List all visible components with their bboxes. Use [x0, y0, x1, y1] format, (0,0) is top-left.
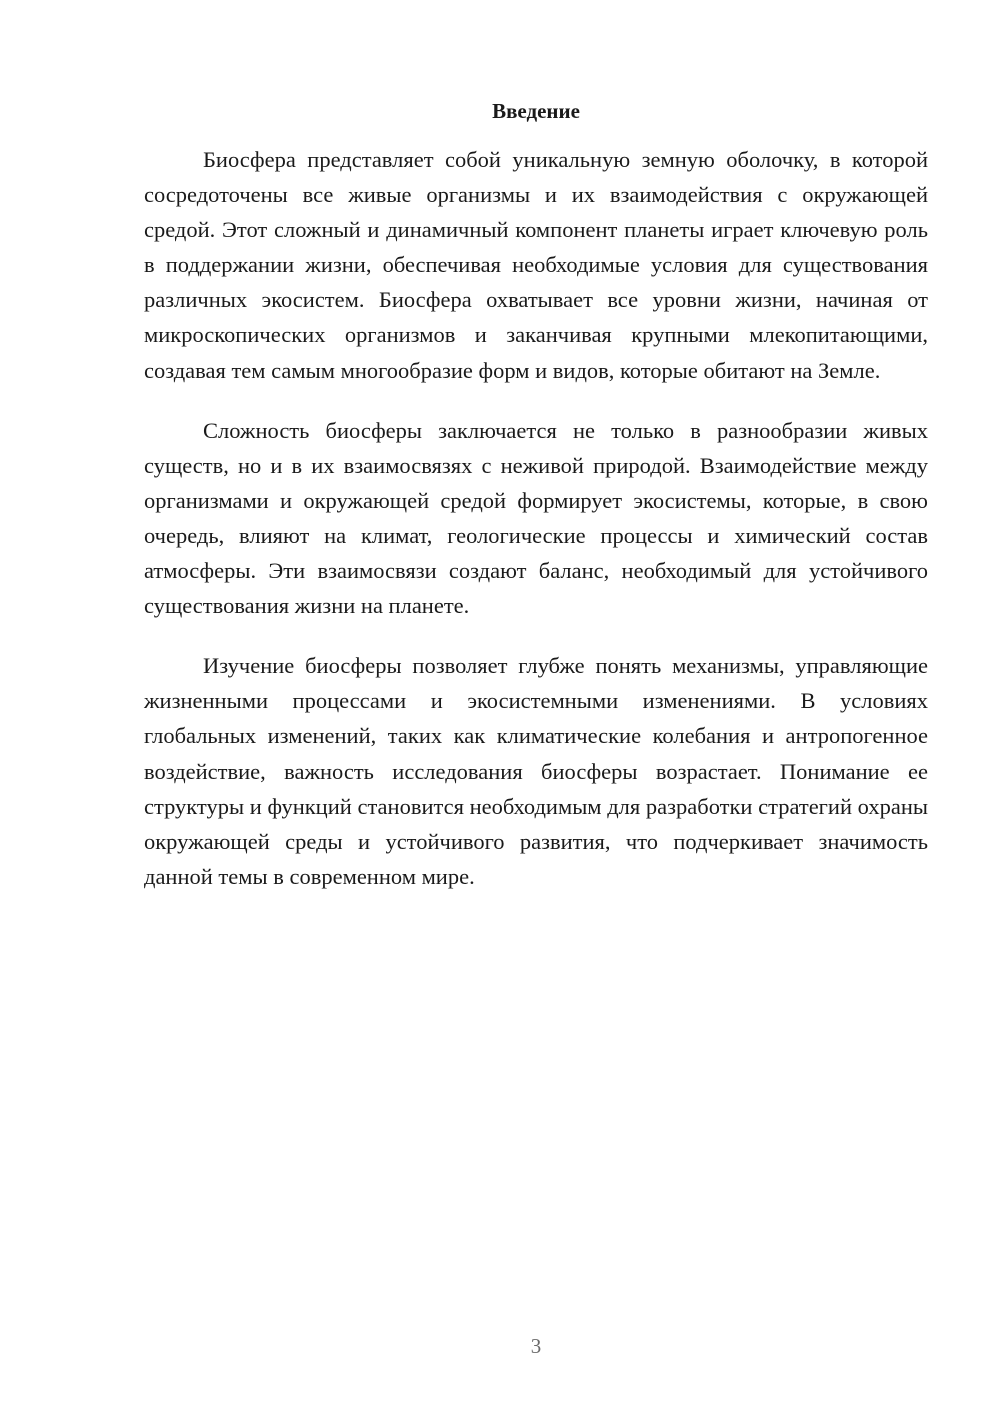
paragraph-2: Сложность биосферы заключается не только в разнообразии живых существ, но и в их взаимосвязях с неживой природой. Взаимодействие между организмами и окружающей средой формирует экосистемы, которые, в свою очередь, влияют на климат, геологические процессы и химический состав атмосферы. Эти взаимосвязи создают баланс, необходимый для устойчивого существования жизни на планете.	[144, 417, 928, 619]
body-text	[144, 142, 928, 919]
paragraph-1: Биосфера представляет собой уникальную земную оболочку, в которой сосредоточены все живые организмы и их взаимодействия с окружающей средой. Этот сложный и динамичный компонент планеты играет ключевую роль в поддержании жизни, обеспечивая необходимые условия для существования различных экосистем. Биосфера охватывает все уровни жизни, начиная от микроскопических организмов и заканчивая крупными млекопитающими, создавая тем самым многообразие форм и видов, которые обитают на Земле.	[144, 147, 928, 383]
section-title: Введение	[492, 99, 580, 123]
paragraph-3: Изучение биосферы позволяет глубже понять механизмы, управляющие жизненными процессами и экосистемными изменениями. В условиях глобальных изменений, таких как климатические колебания и антропогенное воздействие, важность исследования биосферы возрастает. Понимание ее структуры и функций становится необходимым для разработки стратегий охраны окружающей среды и устойчивого развития, что подчеркивает значимость данной темы в современном мире.	[144, 653, 928, 889]
page-number: 3	[530, 1334, 542, 1358]
